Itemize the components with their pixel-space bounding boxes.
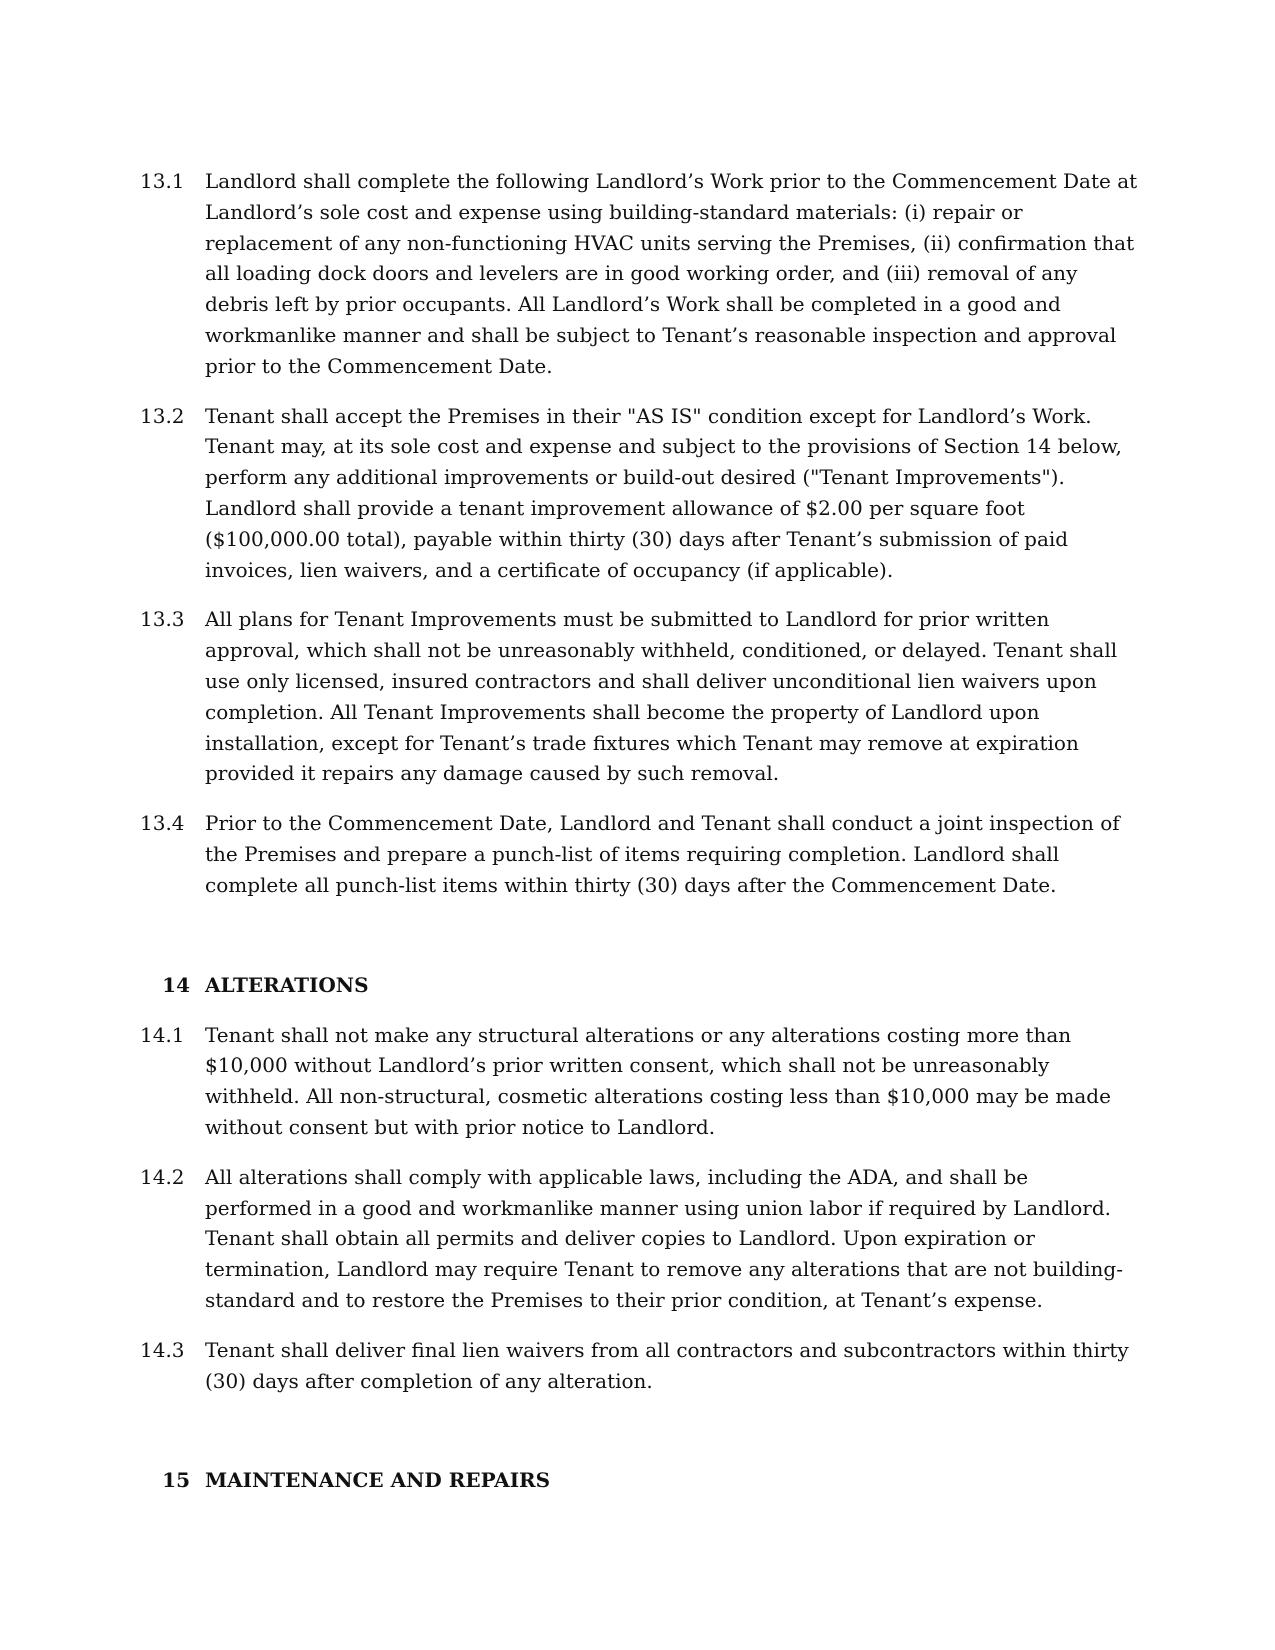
clause-14-3 xyxy=(140,1335,1140,1397)
section-number: 15 xyxy=(162,1468,190,1493)
clause-number: 13.4 xyxy=(140,811,185,836)
clause-number: 13.1 xyxy=(140,169,185,193)
clause-text: Prior to the Commencement Date, Landlord and Tenant shall conduct a joint inspection of the Premises and prepare a punch-list of items requiring completion. Landlord shall complete all punch-list items within thirty (30) days after the Commencement Date. xyxy=(205,811,1120,897)
clause-14-2 xyxy=(140,1162,1140,1316)
clause-text: Landlord shall complete the following Landlord’s Work prior to the Commencement Date at Landlord’s sole cost and expense using building-standard materials: (i) repair or replacement of any non-functioning HVAC units serving the Premises, (ii) confirmation that all loading dock doors and levelers are in good working order, and (iii) removal of any debris left by prior occupants. All Landlord’s Work shall be completed in a good and workmanlike manner and shall be subject to Tenant’s reasonable inspection and approval prior to the Commencement Date. xyxy=(205,169,1138,378)
section-spacer xyxy=(140,920,1140,970)
clause-13-1 xyxy=(140,166,1140,382)
section-heading-15 xyxy=(140,1465,1140,1495)
clause-number: 14.2 xyxy=(140,1164,185,1189)
clause-number: 13.2 xyxy=(140,403,185,428)
clause-text: Tenant shall accept the Premises in their "AS IS" condition except for Landlord’s Work. Tenant may, at its sole cost and expense and subject to the provisions of Section 14 below, perform any additional improvements or build-out desired ("Tenant Improvements"). Landlord shall provide a tenant improvement allowance of $2.00 per square foot ($100,000.00 total), payable within thirty (30) days after Tenant’s submission of paid invoices, lien waivers, and a certificate of occupancy (if applicable). xyxy=(205,403,1122,582)
clause-text: Tenant shall deliver final lien waivers from all contractors and subcontractors within thirty (30) days after completion of any alteration. xyxy=(205,1337,1129,1393)
section-number: 14 xyxy=(162,972,190,997)
clause-number: 13.3 xyxy=(140,607,185,632)
clause-number: 14.1 xyxy=(140,1022,185,1047)
section-spacer xyxy=(140,1000,1140,1020)
clause-text: All plans for Tenant Improvements must be submitted to Landlord for prior written approval, which shall not be unreasonably withheld, conditioned, or delayed. Tenant shall use only licensed, insured contractors and shall deliver unconditional lien waivers upon completion. All Tenant Improvements shall become the property of Landlord upon installation, except for Tenant’s trade fixtures which Tenant may remove at expiration provided it repairs any damage caused by such removal. xyxy=(205,607,1118,786)
clause-number: 14.3 xyxy=(140,1337,185,1362)
clause-13-2 xyxy=(140,401,1140,586)
clause-13-3 xyxy=(140,604,1140,789)
clause-text: Tenant shall not make any structural alterations or any alterations costing more than $10,000 without Landlord’s prior written consent, which shall not be unreasonably withheld. All non-structural, cosmetic alterations costing less than $10,000 may be made without consent but with prior notice to Landlord. xyxy=(205,1022,1111,1139)
section-spacer xyxy=(140,1415,1140,1465)
section-title: ALTERATIONS xyxy=(205,972,369,997)
section-title: MAINTENANCE AND REPAIRS xyxy=(205,1468,551,1493)
clause-text: All alterations shall comply with applicable laws, including the ADA, and shall be performed in a good and workmanlike manner using union labor if required by Landlord. Tenant shall obtain all permits and deliver copies to Landlord. Upon expiration or termination, Landlord may require Tenant to remove any alterations that are not building-standard and to restore the Premises to their prior condition, at Tenant’s expense. xyxy=(205,1164,1123,1312)
document-body xyxy=(140,166,1140,1495)
clause-14-1 xyxy=(140,1020,1140,1143)
section-heading-14 xyxy=(140,970,1140,1000)
clause-13-4 xyxy=(140,808,1140,900)
